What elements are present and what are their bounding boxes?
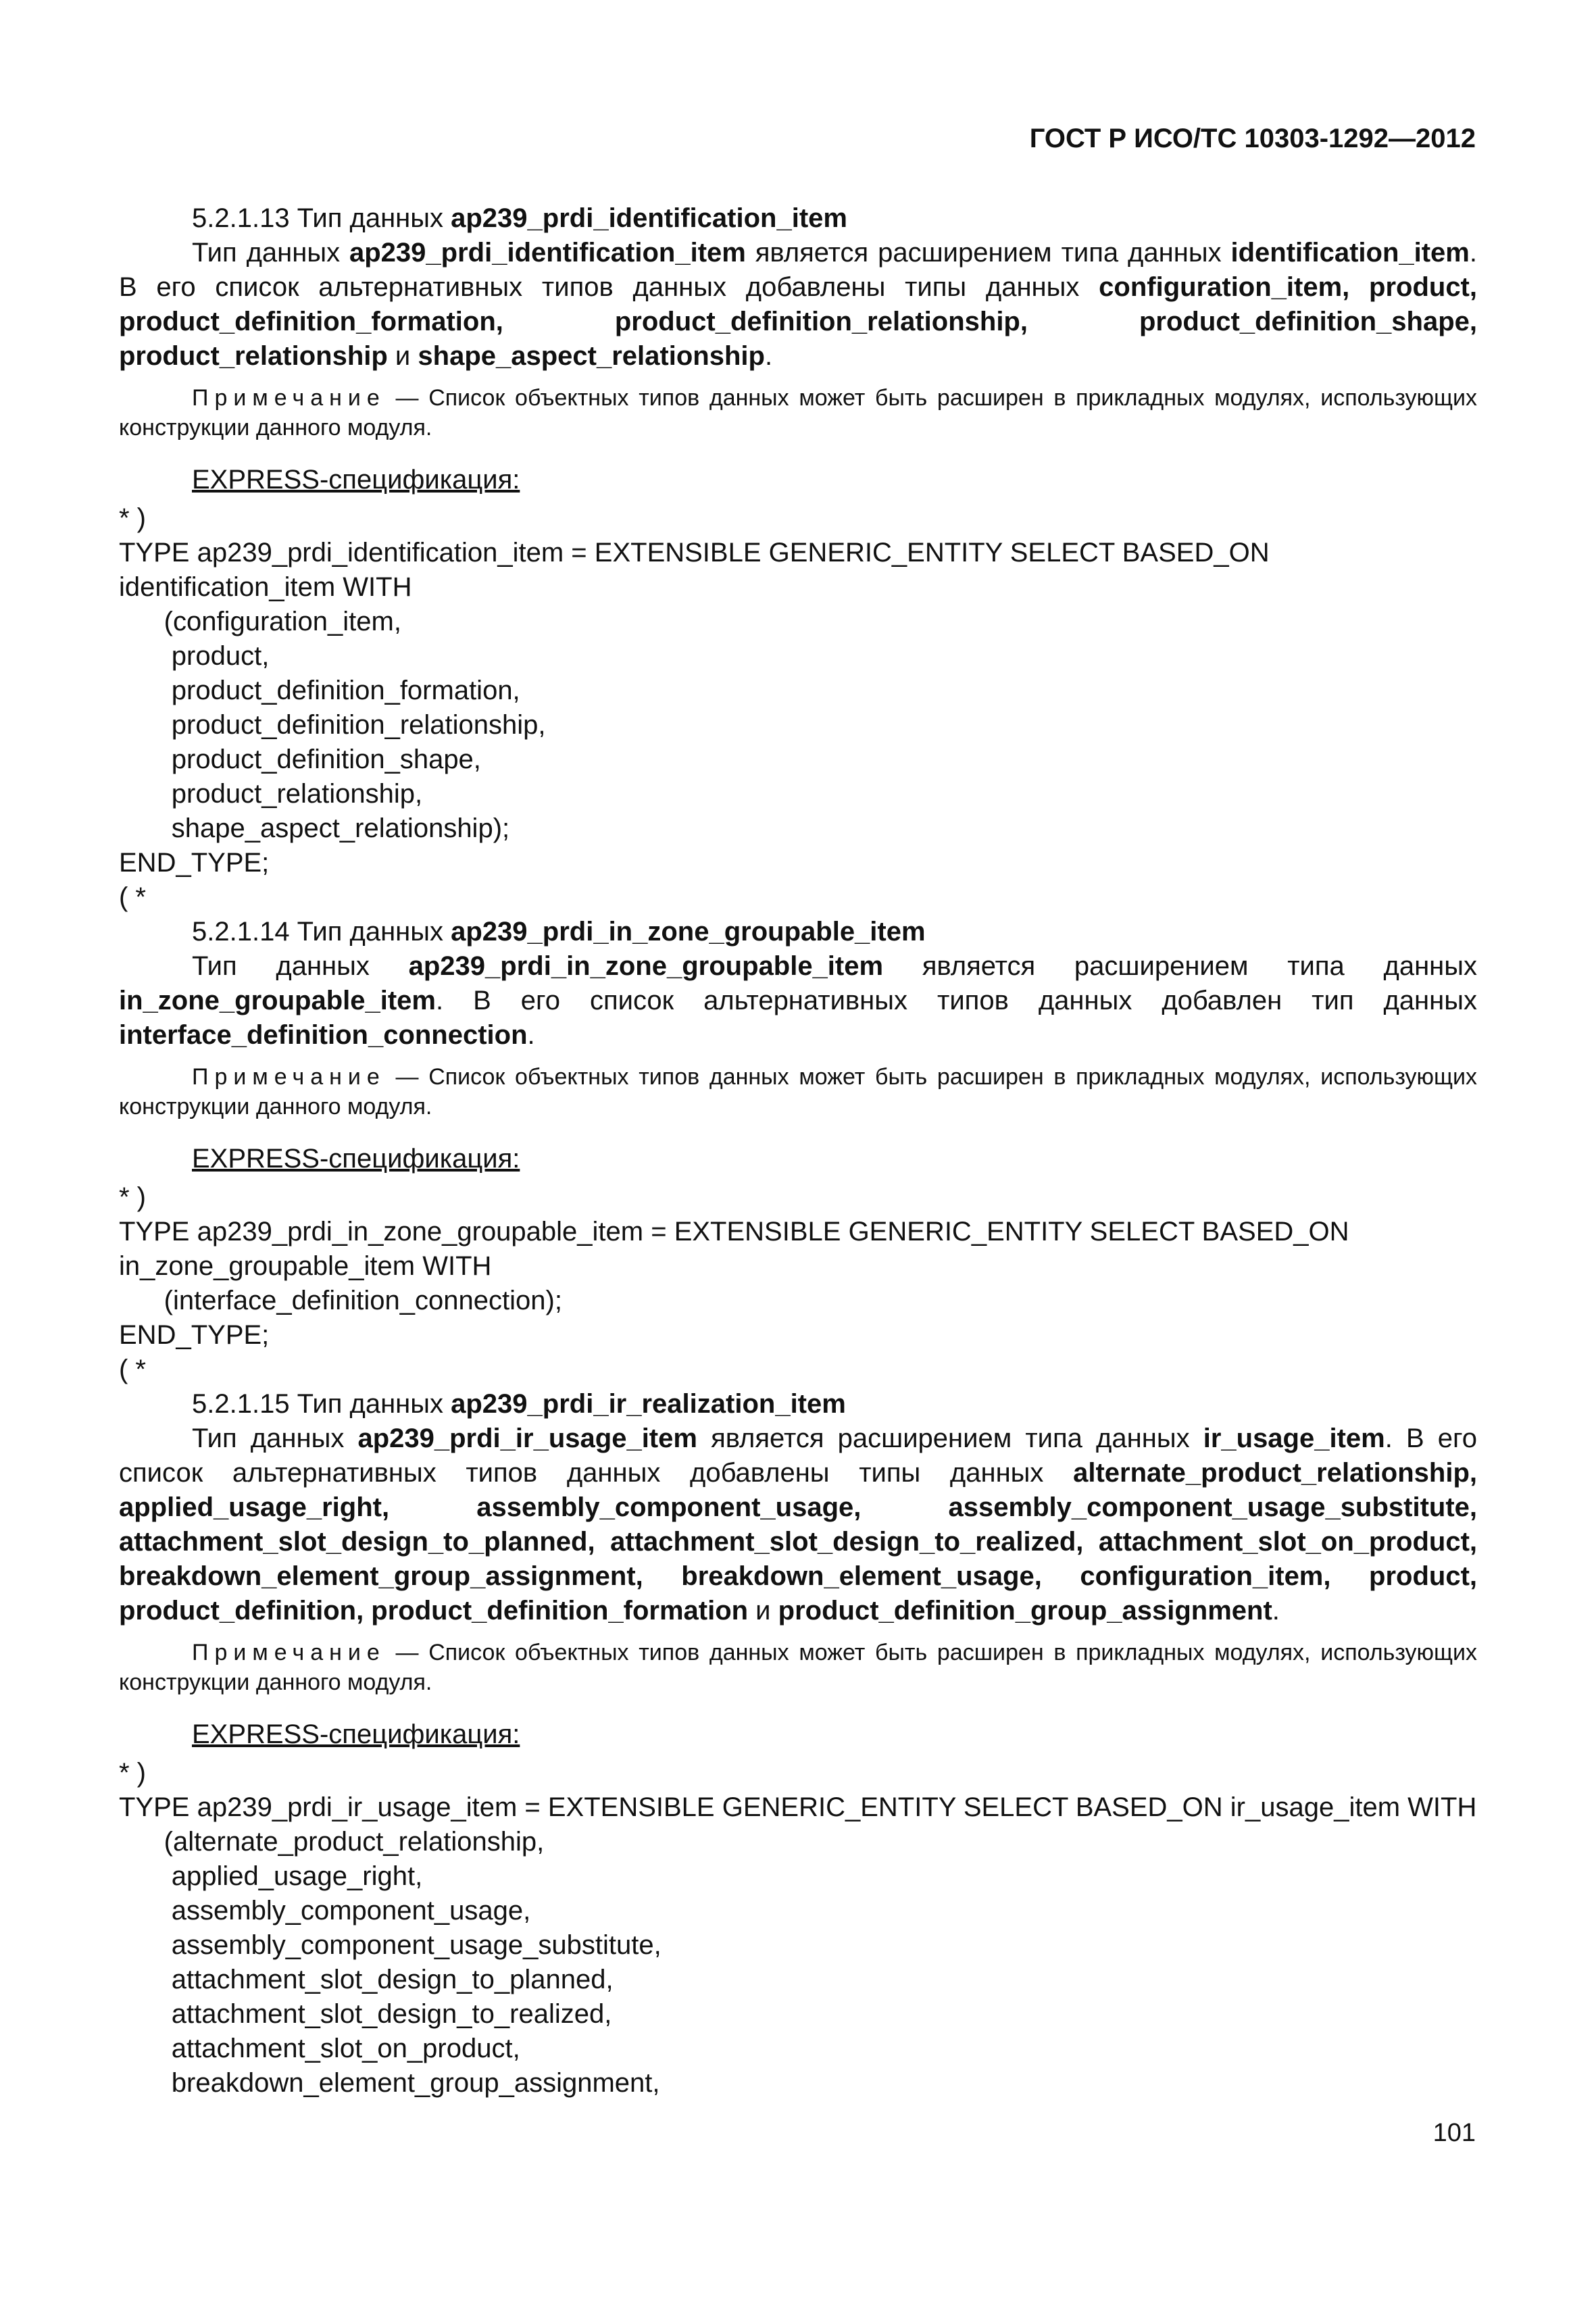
text-run: . bbox=[764, 341, 773, 371]
bold-run: ir_usage_item bbox=[1203, 1424, 1385, 1453]
bold-run: in_zone_groupable_item bbox=[119, 986, 436, 1015]
section-type-name: ap239_prdi_in_zone_groupable_item bbox=[451, 917, 926, 947]
note bbox=[119, 1062, 1477, 1122]
section-heading bbox=[119, 201, 1477, 236]
section-type-name: ap239_prdi_identification_item bbox=[451, 203, 847, 233]
text-run: Тип данных bbox=[192, 238, 349, 268]
bold-run: shape_aspect_relationship bbox=[418, 341, 765, 371]
text-run: . bbox=[1272, 1596, 1280, 1626]
bold-run: ap239_prdi_ir_usage_item bbox=[357, 1424, 697, 1453]
text-run: . bbox=[527, 1020, 535, 1050]
section-paragraph bbox=[119, 1422, 1477, 1628]
page-number: 101 bbox=[1432, 2119, 1476, 2147]
express-code-block: * ) TYPE ap239_prdi_identification_item = EXTENSIBLE GENERIC_ENTITY SELECT BASED_ON identification_item WITH (configuration_item, product, product_definition_formation, product_definition_relationship, product_definition_shape, product_relationship, shape_aspect_relationship); END_TYPE; ( * bbox=[119, 503, 1270, 912]
section-paragraph bbox=[119, 949, 1477, 1053]
text-run: . В его список альтернативных типов данных добавлены типы данных bbox=[119, 1424, 1477, 1488]
section-paragraph bbox=[119, 236, 1477, 374]
bold-run: ap239_prdi_identification_item bbox=[349, 238, 746, 268]
section-type-name: ap239_prdi_ir_realization_item bbox=[451, 1389, 846, 1419]
text-run: . В его список альтернативных типов данных добавлены типы данных bbox=[119, 238, 1477, 302]
text-run: Тип данных bbox=[192, 951, 409, 981]
note-text: — Список объектных типов данных может быть расширен в прикладных модулях, использующих конструкции данного модуля. bbox=[119, 1064, 1477, 1120]
note-label: Примечание bbox=[192, 385, 386, 411]
section-number: 5.2.1.15 Тип данных bbox=[192, 1389, 451, 1419]
express-code-block: * ) TYPE ap239_prdi_ir_usage_item = EXTENSIBLE GENERIC_ENTITY SELECT BASED_ON ir_usage_item WITH (alternate_product_relationship, applied_usage_right, assembly_component_usage, assembly_component_usage_substitute, attachment_slot_design_to_planned, attachment_slot_design_to_realized, attachment_slot_on_product, breakdown_element_group_assignment, bbox=[119, 1758, 1477, 2098]
section-number: 5.2.1.13 Тип данных bbox=[192, 203, 451, 233]
section-heading bbox=[119, 915, 1477, 949]
section-number: 5.2.1.14 Тип данных bbox=[192, 917, 451, 947]
note-label: Примечание bbox=[192, 1064, 386, 1090]
text-run: и bbox=[748, 1596, 778, 1626]
document-header: ГОСТ Р ИСО/ТС 10303-1292—2012 bbox=[1029, 124, 1476, 153]
page-content bbox=[119, 201, 1477, 2101]
text-run: является расширением типа данных bbox=[883, 951, 1478, 981]
note bbox=[119, 383, 1477, 443]
text-run: Тип данных bbox=[192, 1424, 358, 1453]
express-spec-label: EXPRESS-спецификация: bbox=[192, 465, 520, 495]
bold-run: alternate_product_relationship, applied_usage_right, assembly_component_usage, assembly_component_usage_substitute, attachment_slot_design_to_planned, attachment_slot_design_to_realized, attachment_slot_on_product, breakdown_element_group_assignment, breakdown_element_usage, configuration_item, product, product_definition, product_definition_formation bbox=[119, 1458, 1477, 1626]
text-run: . В его список альтернативных типов данных добавлен тип данных bbox=[435, 986, 1477, 1015]
bold-run: ap239_prdi_in_zone_groupable_item bbox=[408, 951, 884, 981]
bold-run: configuration_item, product, product_definition_formation, product_definition_relationship, product_definition_shape, product_relationship bbox=[119, 272, 1477, 371]
note-text: — Список объектных типов данных может быть расширен в прикладных модулях, использующих конструкции данного модуля. bbox=[119, 1640, 1477, 1695]
text-run: является расширением типа данных bbox=[745, 238, 1231, 268]
bold-run: interface_definition_connection bbox=[119, 1020, 528, 1050]
note bbox=[119, 1638, 1477, 1697]
text-run: и bbox=[387, 341, 418, 371]
express-spec-label: EXPRESS-спецификация: bbox=[192, 1719, 520, 1749]
note-label: Примечание bbox=[192, 1640, 386, 1665]
express-spec-label: EXPRESS-спецификация: bbox=[192, 1144, 520, 1174]
bold-run: product_definition_group_assignment bbox=[778, 1596, 1272, 1626]
bold-run: identification_item bbox=[1230, 238, 1470, 268]
section-heading bbox=[119, 1387, 1477, 1422]
text-run: является расширением типа данных bbox=[697, 1424, 1203, 1453]
express-code-block: * ) TYPE ap239_prdi_in_zone_groupable_item = EXTENSIBLE GENERIC_ENTITY SELECT BASED_ON in_zone_groupable_item WITH (interface_definition_connection); END_TYPE; ( * bbox=[119, 1182, 1349, 1384]
note-text: — Список объектных типов данных может быть расширен в прикладных модулях, использующих конструкции данного модуля. bbox=[119, 385, 1477, 441]
